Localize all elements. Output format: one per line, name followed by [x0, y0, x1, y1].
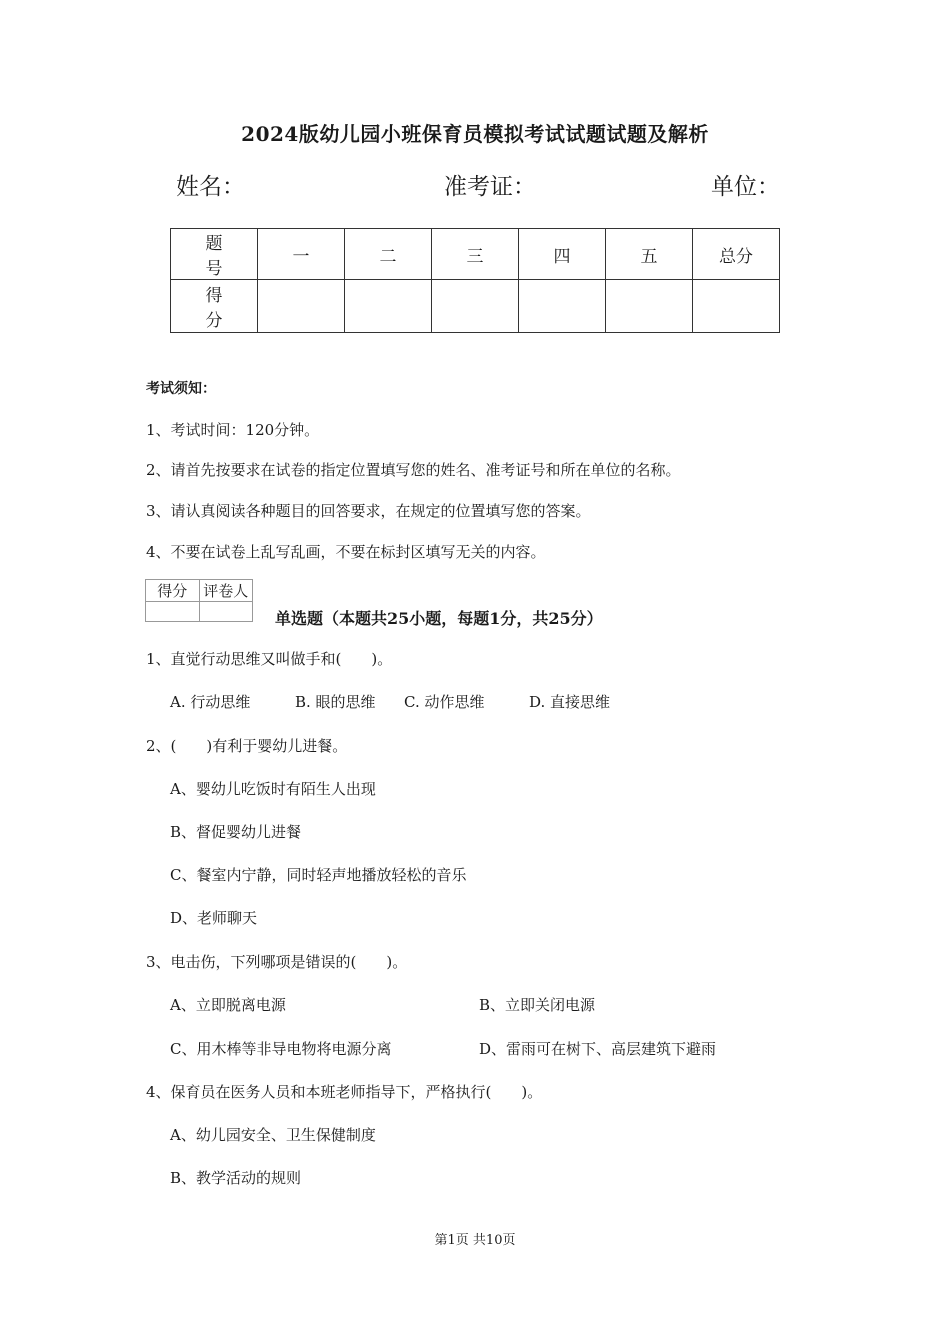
page-footer: 第1页 共10页 — [434, 1233, 516, 1248]
score-cell — [432, 280, 519, 333]
score-table-score-row — [171, 280, 780, 333]
name-field-label: 姓名： — [176, 174, 245, 200]
question-stem: 3、电击伤，下列哪项是错误的( )。 — [146, 953, 408, 971]
score-row-label: 得 分 — [171, 280, 258, 333]
question-option: B、督促婴幼儿进餐 — [170, 823, 302, 841]
section-1-header: 一 — [258, 229, 345, 280]
score-table-header-row — [171, 229, 780, 280]
section-5-header: 五 — [606, 229, 693, 280]
question-stem: 4、保育员在医务人员和本班老师指导下，严格执行( )。 — [146, 1083, 543, 1101]
section-2-header: 二 — [345, 229, 432, 280]
question-option: D、雷雨可在树下、高层建筑下避雨 — [479, 1040, 717, 1058]
question-option: B、教学活动的规则 — [170, 1169, 302, 1187]
section-4-header: 四 — [519, 229, 606, 280]
question-option: B. 眼的思维 — [295, 693, 376, 711]
exam-note-item: 2、请首先按要求在试卷的指定位置填写您的姓名、准考证号和所在单位的名称。 — [146, 461, 681, 479]
question-number-header: 题 号 — [171, 229, 258, 280]
question-option: C. 动作思维 — [404, 693, 485, 711]
grader-name-cell — [199, 602, 253, 622]
grader-table — [145, 579, 253, 622]
question-option: D. 直接思维 — [529, 693, 611, 711]
exam-note-item: 4、不要在试卷上乱写乱画，不要在标封区填写无关的内容。 — [146, 543, 546, 561]
score-cell — [606, 280, 693, 333]
exam-note-item: 1、考试时间：120分钟。 — [146, 421, 320, 439]
question-option: C、用木棒等非导电物将电源分离 — [170, 1040, 392, 1058]
score-cell — [693, 280, 780, 333]
question-option: D、老师聊天 — [170, 909, 258, 927]
question-option: C、餐室内宁静，同时轻声地播放轻松的音乐 — [170, 866, 467, 884]
total-score-header: 总分 — [693, 229, 780, 280]
exam-number-field-label: 准考证： — [444, 174, 536, 200]
candidate-info-fields — [176, 168, 780, 208]
section-3-header: 三 — [432, 229, 519, 280]
score-cell — [519, 280, 606, 333]
grader-score-label: 得分 — [146, 580, 200, 602]
question-option: A. 行动思维 — [170, 693, 251, 711]
exam-note-item: 3、请认真阅读各种题目的回答要求，在规定的位置填写您的答案。 — [146, 502, 591, 520]
grader-score-cell — [146, 602, 200, 622]
document-title: 2024版幼儿园小班保育员模拟考试试题试题及解析 — [241, 122, 709, 146]
unit-field-label: 单位： — [711, 174, 780, 200]
question-option: A、幼儿园安全、卫生保健制度 — [170, 1126, 376, 1144]
question-stem: 1、直觉行动思维又叫做手和( )。 — [146, 650, 393, 668]
question-option: A、立即脱离电源 — [170, 996, 286, 1014]
score-cell — [345, 280, 432, 333]
score-table — [170, 228, 780, 333]
grader-name-label: 评卷人 — [199, 580, 253, 602]
question-stem: 2、( )有利于婴幼儿进餐。 — [146, 737, 348, 755]
question-option: A、婴幼儿吃饭时有陌生人出现 — [170, 780, 376, 798]
exam-notes-title: 考试须知： — [146, 381, 216, 397]
score-cell — [258, 280, 345, 333]
question-option: B、立即关闭电源 — [479, 996, 596, 1014]
section-title: 单选题（本题共25小题，每题1分，共25分） — [275, 609, 603, 628]
